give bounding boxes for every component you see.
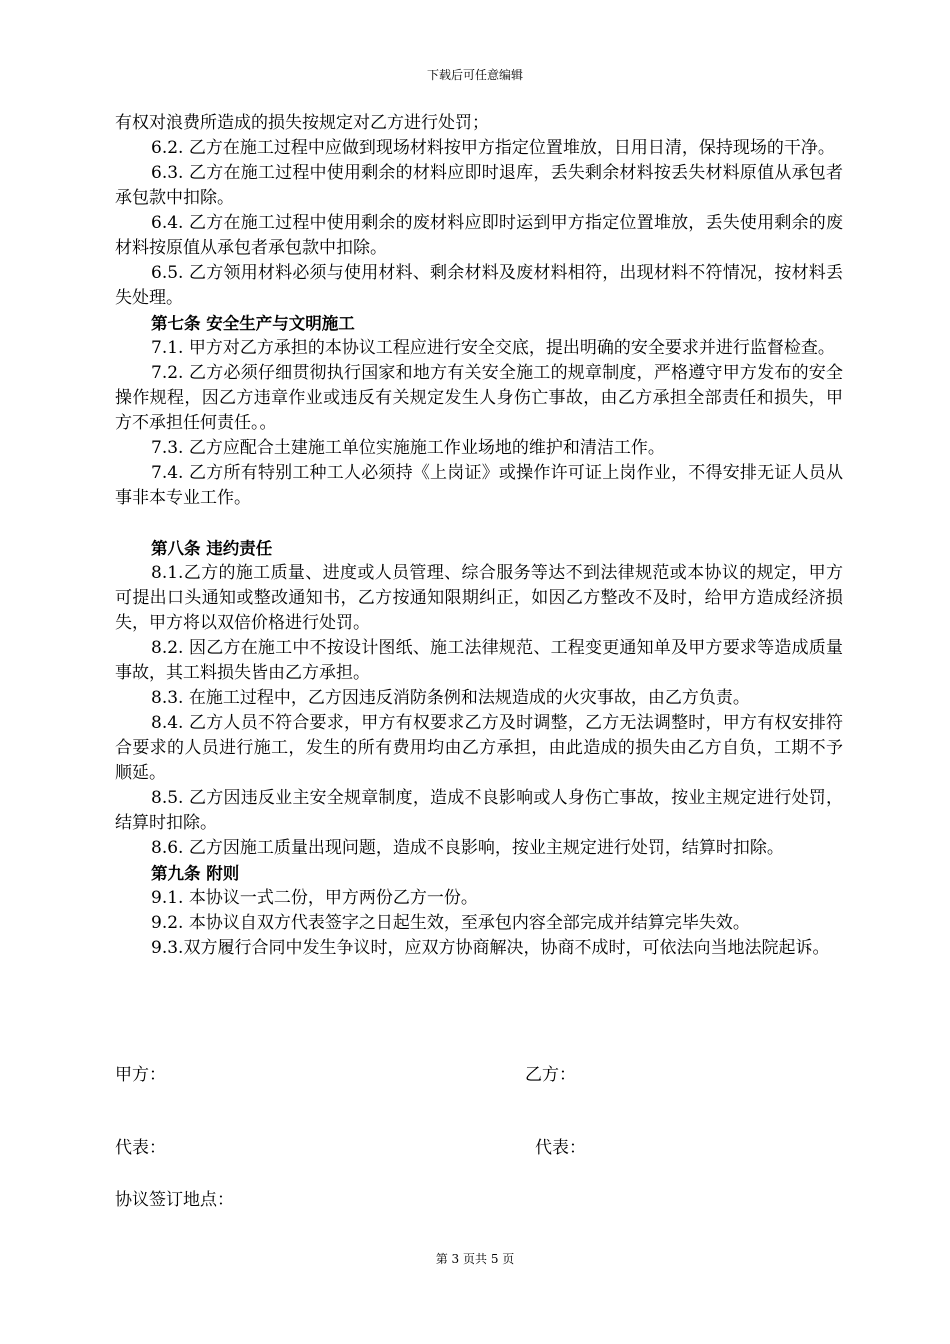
- clause-paragraph: 7.3. 乙方应配合土建施工单位实施施工作业场地的维护和清洁工作。: [151, 438, 665, 458]
- section-heading: 第八条 违约责任: [151, 539, 273, 558]
- clause-paragraph: 8.3. 在施工过程中，乙方因违反消防条例和法规造成的火灾事故，由乙方负责。: [151, 688, 750, 708]
- clause-paragraph: 有权对浪费所造成的损失按规定对乙方进行处罚；: [115, 113, 489, 133]
- clause-paragraph: 8.4. 乙方人员不符合要求，甲方有权要求乙方及时调整，乙方无法调整时，甲方有权安排符合要求的人员进行施工，发生的所有费用均由乙方承担，由此造成的损失由乙方自负，工期不予顺延。: [115, 713, 843, 783]
- party-a-label: 甲方：: [115, 1065, 166, 1085]
- document-body: [115, 111, 843, 961]
- clause-paragraph: 8.2. 因乙方在施工中不按设计图纸、施工法律规范、工程变更通知单及甲方要求等造成质量事故，其工料损失皆由乙方承担。: [115, 638, 843, 683]
- party-b-label: 乙方：: [525, 1065, 576, 1085]
- clause-paragraph: 6.4. 乙方在施工过程中使用剩余的废材料应即时运到甲方指定位置堆放，丢失使用剩余的废材料按原值从承包者承包款中扣除。: [115, 213, 843, 258]
- clause-paragraph: 7.4. 乙方所有特别工种工人必须持《上岗证》或操作许可证上岗作业，不得安排无证人员从事非本专业工作。: [115, 463, 843, 508]
- clause-paragraph: 6.5. 乙方领用材料必须与使用材料、剩余材料及废材料相符，出现材料不符情况，按材料丢失处理。: [115, 263, 843, 308]
- clause-paragraph: 6.2. 乙方在施工过程中应做到现场材料按甲方指定位置堆放，日用日清，保持现场的干净。: [151, 138, 835, 158]
- header-note: 下载后可任意编辑: [426, 68, 523, 82]
- clause-paragraph: 6.3. 乙方在施工过程中使用剩余的材料应即时退库，丢失剩余材料按丢失材料原值从承包者承包款中扣除。: [115, 163, 843, 208]
- representative-a-label: 代表：: [115, 1138, 166, 1158]
- clause-paragraph: 9.2. 本协议自双方代表签字之日起生效，至承包内容全部完成并结算完毕失效。: [151, 913, 750, 933]
- clause-paragraph: 7.1. 甲方对乙方承担的本协议工程应进行安全交底，提出明确的安全要求并进行监督检查。: [151, 338, 835, 358]
- clause-paragraph: 7.2. 乙方必须仔细贯彻执行国家和地方有关安全施工的规章制度，严格遵守甲方发布的安全操作规程，因乙方违章作业或违反有关规定发生人身伤亡事故，由乙方承担全部责任和损失，甲方不承担任何责任。。: [115, 363, 843, 433]
- section-heading: 第七条 安全生产与文明施工: [151, 314, 355, 333]
- clause-paragraph: 8.6. 乙方因施工质量出现问题，造成不良影响，按业主规定进行处罚，结算时扣除。: [151, 838, 784, 858]
- clause-paragraph: 8.5. 乙方因违反业主安全规章制度，造成不良影响或人身伤亡事故，按业主规定进行处罚，结算时扣除。: [115, 788, 843, 833]
- clause-paragraph: 8.1.乙方的施工质量、进度或人员管理、综合服务等达不到法律规范或本协议的规定，甲方可提出口头通知或整改通知书，乙方按通知限期纠正，如因乙方整改不及时，给甲方造成经济损失，甲方将以双倍价格进行处罚。: [115, 563, 843, 633]
- page-number: 第 3 页共 5 页: [435, 1252, 515, 1266]
- signing-place-label: 协议签订地点：: [115, 1190, 234, 1210]
- clause-paragraph: 9.3.双方履行合同中发生争议时，应双方协商解决，协商不成时，可依法向当地法院起诉。: [151, 938, 830, 958]
- section-heading: 第九条 附则: [151, 864, 240, 883]
- representative-b-label: 代表：: [535, 1138, 586, 1158]
- clause-paragraph: 9.1. 本协议一式二份，甲方两份乙方一份。: [151, 888, 478, 908]
- blank-line: [115, 511, 843, 536]
